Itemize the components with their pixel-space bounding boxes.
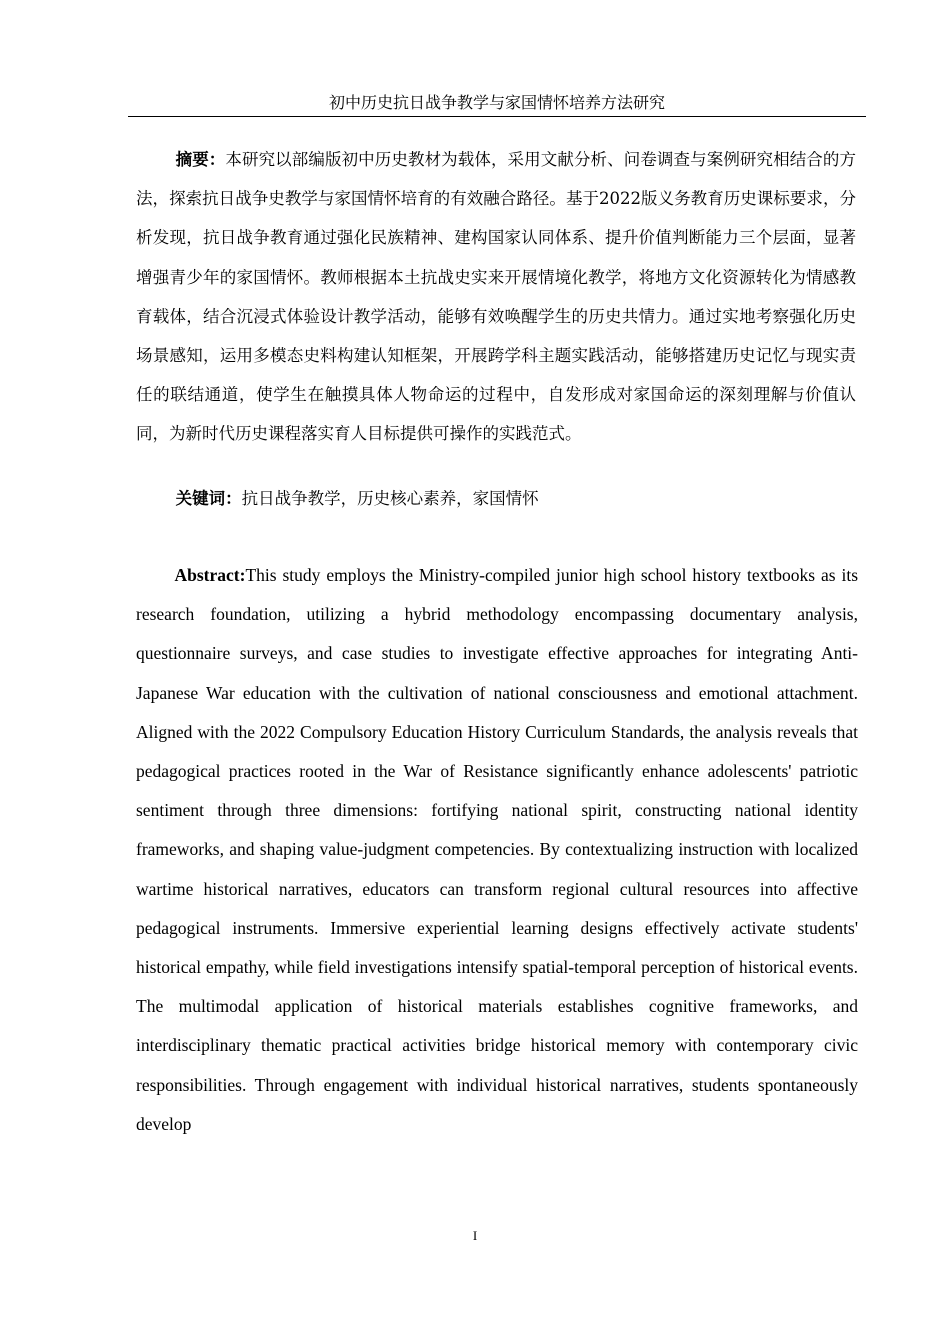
page-number: I bbox=[472, 1228, 478, 1243]
header-title: 初中历史抗日战争教学与家国情怀培养方法研究 bbox=[328, 93, 665, 112]
english-abstract-paragraph bbox=[136, 556, 858, 1144]
chinese-keywords-paragraph bbox=[136, 484, 856, 514]
chinese-abstract-label: 摘要： bbox=[175, 150, 226, 169]
chinese-keywords-text: 抗日战争教学，历史核心素养，家国情怀 bbox=[241, 489, 539, 508]
english-abstract-text: This study employs the Ministry-compiled junior high school history textbooks as its research foundation, utilizing a hybrid methodology encompassing documentary analysis, questionnaire surveys, and case studies to investigate effective approaches for integrating Anti-Japanese War education with the cultivation of national consciousness and emotional attachment. Aligned with the 2022 Compulsory Education History Curriculum Standards, the analysis reveals that pedagogical practices rooted in the War of Resistance significantly enhance adolescents' patriotic sentiment through three dimensions: fortifying national spirit, constructing national identity frameworks, and shaping value-judgment competencies. By contextualizing instruction with localized wartime historical narratives, educators can transform regional cultural resources into affective pedagogical instruments. Immersive experiential learning designs effectively activate students' historical empathy, while field investigations intensify spatial-temporal perception of historical events. The multimodal application of historical materials establishes cognitive frameworks, and interdisciplinary thematic practical activities bridge historical memory with contemporary civic responsibilities. Through engagement with individual historical narratives, students spontaneously develop bbox=[136, 565, 858, 1134]
chinese-abstract-text: 本研究以部编版初中历史教材为载体，采用文献分析、问卷调查与案例研究相结合的方法，探索抗日战争史教学与家国情怀培育的有效融合路径。基于2022版义务教育历史课标要求，分析发现，抗日战争教育通过强化民族精神、建构国家认同体系、提升价值判断能力三个层面，显著增强青少年的家国情怀。教师根据本土抗战史实来开展情境化教学，将地方文化资源转化为情感教育载体，结合沉浸式体验设计教学活动，能够有效唤醒学生的历史共情力。通过实地考察强化历史场景感知，运用多模态史料构建认知框架，开展跨学科主题实践活动，能够搭建历史记忆与现实责任的联结通道，使学生在触摸具体人物命运的过程中，自发形成对家国命运的深刻理解与价值认同，为新时代历史课程落实育人目标提供可操作的实践范式。 bbox=[136, 150, 857, 444]
running-header bbox=[128, 92, 866, 117]
english-abstract-label: Abstract: bbox=[174, 565, 246, 585]
chinese-abstract-paragraph bbox=[136, 140, 856, 454]
chinese-keywords-label: 关键词： bbox=[175, 489, 242, 508]
